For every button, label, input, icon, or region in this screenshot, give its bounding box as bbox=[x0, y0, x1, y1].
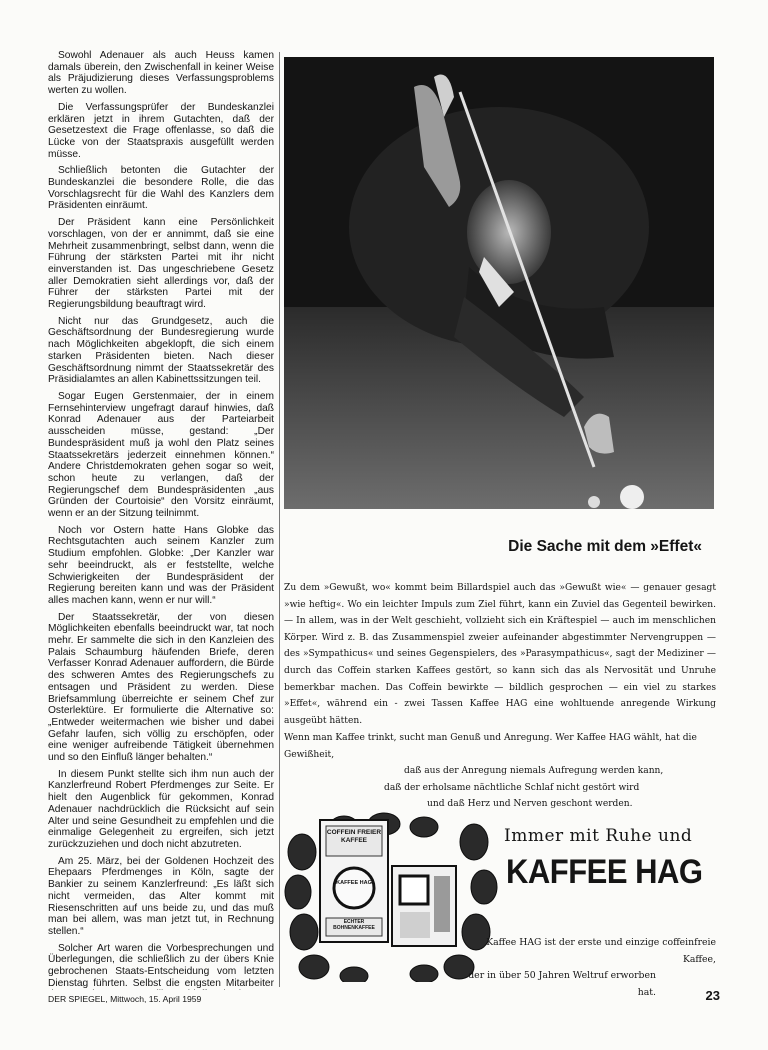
ad-tagline: Immer mit Ruhe und bbox=[504, 826, 693, 846]
ad-closing-line: Kaffee HAG ist der erste und einzige coffeinfreie Kaffee, bbox=[486, 937, 716, 965]
ad-benefit-line: Wenn man Kaffee trinkt, sucht man Genuß und Anregung. Wer Kaffee HAG wählt, hat die Gewißheit, bbox=[284, 733, 697, 760]
ad-benefit-line: daß aus der Anregung niemals Aufregung werden kann, bbox=[404, 766, 664, 777]
article-paragraph: Der Staatssekretär, der von diesen Möglichkeiten ebenfalls beeindruckt war, tat noch mehr. Er sammelte die sich in den Kanzleien des Palais Schaumburg häufenden Briefe, deren Verfasser Konrad Adenauer auffordern, die Bürde des schweren Amtes des Regierungschefs zu entsagen und Präsident zu werden. Diese Briefsammlung überreichte er seinem Chef zur Osterlektüre. Er formulierte die Alternative so: „Entweder weitermachen wie bisher und dabei Gefahr laufen, sich völlig zu erschöpfen, oder eine weniger aufreibende Tätigkeit übernehmen und so den Einfluß länger behalten.“ bbox=[48, 611, 274, 764]
article-paragraph: Noch vor Ostern hatte Hans Globke das Rechtsgutachten auch seinem Kanzler zum Studium empfohlen. Globke: „Der Kanzler war sehr beeindruckt, als er feststellte, welche Schwierigkeiten der Bundespräsident der Regierung bereiten kann und was der Präsident alles machen kann, wenn er nur will.“ bbox=[48, 524, 274, 606]
brand-logo: KAFFEE HAG bbox=[506, 852, 703, 891]
article-paragraph: Schließlich betonten die Gutachter der Bundeskanzlei die besondere Rolle, die das Vorschlagsrecht für die Wahl des Kanzlers dem Präsidenten einräumt. bbox=[48, 165, 274, 212]
article-paragraph: Solcher Art waren die Vorbesprechungen und Überlegungen, die schließlich zu der übers Knie gebrochenen Staats-Entscheidung vom letzten Dienstag führten. Selbst die engsten Mitarbeiter bbox=[48, 942, 274, 989]
package-label-top: COFFEIN FREIER KAFFEE bbox=[326, 829, 382, 844]
ad-benefit-line: daß der erholsame nächtliche Schlaf nicht gestört wird bbox=[384, 782, 640, 793]
publication-footer: DER SPIEGEL, Mittwoch, 15. April 1959 bbox=[48, 994, 202, 1004]
package-label-brand: KAFFEE HAG bbox=[336, 880, 372, 886]
article-paragraph: Sowohl Adenauer als auch Heuss kamen damals überein, den Zwischenfall in keiner Weise als Präjudizierung dieses Verfassungsproblems werten zu wollen. bbox=[48, 50, 274, 97]
article-paragraph: Nicht nur das Grundgesetz, auch die Geschäftsordnung der Bundesregierung wurde nach Möglichkeiten abgeklopft, die sich einem starken Präsidenten bieten. Nach dieser Geschäftsordnung nimmt der Staatssekretär des Präsidialamtes an allen Kabinettssitzungen teil. bbox=[48, 315, 274, 386]
article-paragraph: In diesem Punkt stellte sich ihm nun auch der Kanzlerfreund Robert Pferdmenges zur Seite. Er hielt den Augenblick für gekommen, Konrad Adenauer nachdrücklich die Rücksicht auf sein Alter und seine Gesundheit zu empfehlen und die einmalige Gelegenheit zu ergreifen, sich jetzt zurückzuziehen und doch nicht abzutreten. bbox=[48, 768, 274, 850]
ad-body: Zu dem »Gewußt, wo« kommt beim Billardspiel auch das »Gewußt wie« — genauer gesagt »wie heftig«. Wo ein leichter Impuls zum Ziel führt, kann ein Zuviel das Gegenteil bewirken. — In allem, was in der Welt geschieht, vollzieht sich ein Kräftespiel — auch im menschlichen Körper. Wird z. B. das Zusammenspiel zweier aufeinander abgestimmter Nervengruppen — des »Sympathicus« und seines Gegenspielers, des »Parasympathicus«, sagt der Mediziner — durch das Coffein starken Kaffees gestört, so kann sich das als Nervosität und Unruhe bemerkbar machen. Das Coffein bewirkte — bildlich gesprochen — ein viel zu starkes »Effet«, während ein - zwei Tassen Kaffee HAG eine wohltuende anregende Wirkung ausgeübt hätten. bbox=[284, 583, 716, 726]
page-number: 23 bbox=[705, 988, 720, 1003]
ad-benefits bbox=[284, 730, 716, 813]
article-paragraph: Am 25. März, bei der Goldenen Hochzeit des Ehepaars Pferdmenges in Köln, sagte der Bankier zu seinem Kanzlerfreund: „Es läßt sich nicht vermeiden, das Alter kommt mit Riesenschritten auf uns beide zu, und das muß man bei allem, was man jetzt tut, in Rechnung stellen.“ bbox=[48, 855, 274, 937]
package-label-bottom: ECHTER BOHNENKAFFEE bbox=[333, 919, 375, 931]
ad-headline: Die Sache mit dem »Effet« bbox=[508, 538, 702, 555]
article-paragraph: Die Verfassungsprüfer der Bundeskanzlei erklären jetzt in ihrem Gutachten, daß der Gesetzestext die Frage offenlasse, so daß die Lücke von der Staatspraxis ausgefüllt werden müsse. bbox=[48, 101, 274, 160]
billiard-photo bbox=[284, 57, 714, 509]
article-paragraph: Sogar Eugen Gerstenmaier, der in einem Fernsehinterview ungefragt darauf hinwies, daß Konrad Adenauer aus der Parteiarbeit ausscheiden müsse, gestand: „Der Bundespräsident muß ja wohl den Platz seines Staatssekretärs jederzeit einnehmen können.“ Andere Christdemokraten gehen sogar so weit, schon heute zu verlangen, daß der Regierungschef dem Bundespräsidenten „aus Gründen der Courtoisie“ den Vorsitz einräumt, wenn er an der Sitzung teilnimmt. bbox=[48, 390, 274, 520]
ad-benefit-line: und daß Herz und Nerven geschont werden. bbox=[427, 799, 633, 810]
ad-closing bbox=[456, 935, 716, 1001]
ad-closing-line: der in über 50 Jahren Weltruf erworben hat. bbox=[468, 970, 656, 998]
article-paragraph: Der Präsident kann eine Persönlichkeit vorschlagen, von der er annimmt, daß sie eine Mehrheit zusammenbringt, selbst dann, wenn die Führung der stärksten Partei mit ihr nicht einverstanden ist. Das ungeschriebene Gesetz aller Demokratien sieht allerdings vor, daß der Führer der stärksten Partei mit der Regierungsbildung beauftragt wird. bbox=[48, 217, 274, 311]
column-divider bbox=[279, 52, 280, 987]
article-column bbox=[48, 50, 274, 990]
